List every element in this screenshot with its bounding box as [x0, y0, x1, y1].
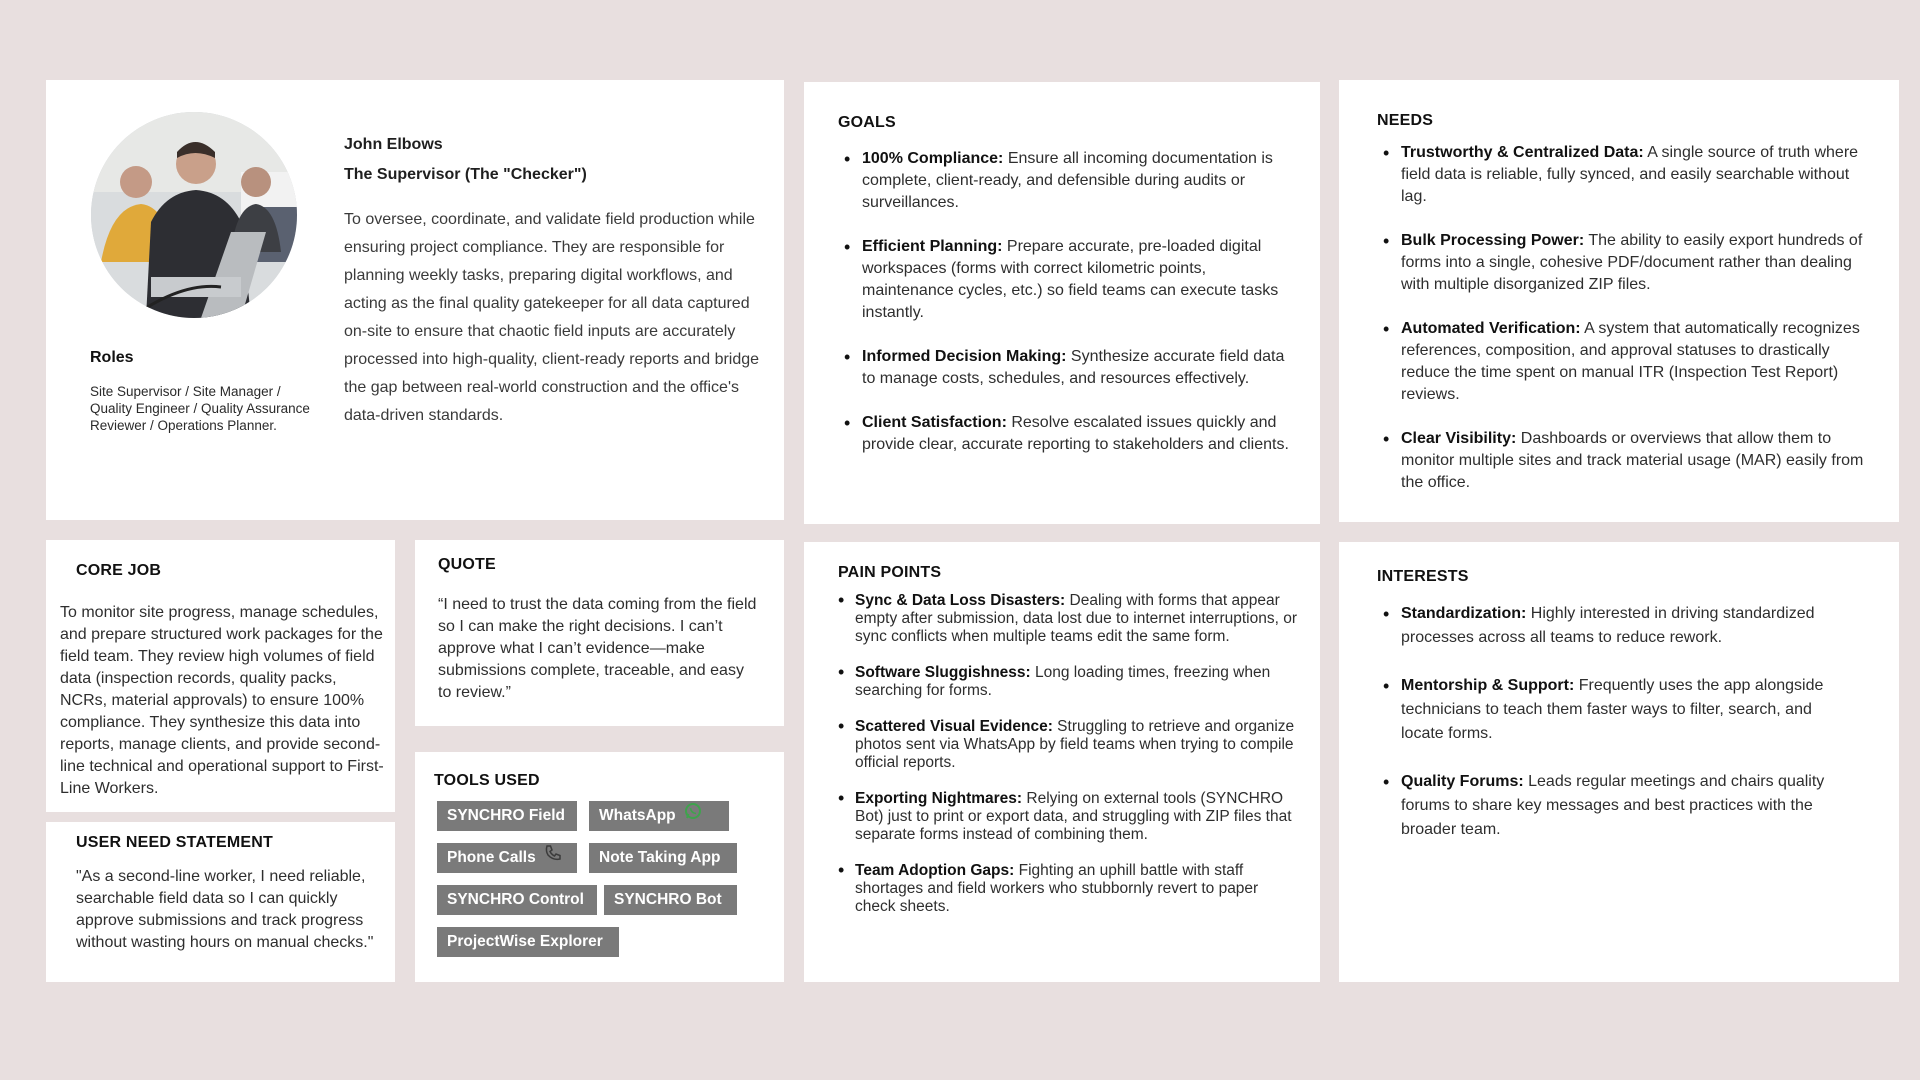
list-item	[838, 790, 1298, 844]
goal-label: Efficient Planning:	[862, 238, 1003, 255]
need-text: A system that automatically recognizes references, composition, and approval statuses to drastically reduce the time spent on manual ITR (Inspection Test Report) reviews.	[1401, 320, 1860, 403]
need-label: Clear Visibility:	[1401, 430, 1517, 447]
list-item	[1377, 770, 1857, 842]
tools-title: TOOLS USED	[434, 772, 540, 789]
list-item	[838, 346, 1293, 390]
goals-card	[804, 82, 1320, 524]
pain-label: Scattered Visual Evidence:	[855, 718, 1053, 735]
list-item	[838, 412, 1293, 456]
quote-text: “I need to trust the data coming from the field so I can make the right decisions. I can’t approve what I can’t evidence—make submissions complete, traceable, and easy to review.”	[438, 596, 757, 701]
goals-title: GOALS	[838, 114, 896, 131]
person-role: The Supervisor (The "Checker")	[344, 166, 587, 183]
user-need-card	[46, 822, 395, 982]
tools-card	[415, 752, 784, 982]
need-label: Bulk Processing Power:	[1401, 232, 1585, 249]
goal-label: Informed Decision Making:	[862, 348, 1067, 365]
goal-text: Ensure all incoming documentation is complete, client-ready, and defensible during audits or surveillances.	[862, 150, 1273, 211]
interests-card	[1339, 542, 1899, 982]
roles-text: Site Supervisor / Site Manager / Quality Engineer / Quality Assurance Reviewer / Operations Planner.	[90, 384, 310, 433]
pain-label: Exporting Nightmares:	[855, 790, 1023, 807]
pain-text: Relying on external tools (SYNCHRO Bot) just to print or export data, and struggling with ZIP files that separate forms instead of combining them.	[855, 790, 1292, 843]
list-item	[838, 592, 1298, 646]
profile-card	[46, 80, 784, 520]
list-item	[1377, 674, 1857, 746]
goal-text: Synthesize accurate field data to manage costs, schedules, and resources effectively.	[862, 348, 1285, 387]
pain-text: Long loading times, freezing when searching for forms.	[855, 664, 1271, 699]
pain-text: Fighting an uphill battle with staff shortages and field workers who stubbornly revert to paper check sheets.	[855, 862, 1259, 915]
list-item	[838, 148, 1293, 214]
whatsapp-icon	[684, 801, 702, 831]
list-item	[1377, 318, 1867, 406]
person-name: John Elbows	[344, 136, 443, 153]
tool-tag-phone-calls: Phone Calls	[437, 843, 577, 873]
list-item	[838, 664, 1298, 700]
roles-title: Roles	[90, 349, 134, 366]
goal-label: Client Satisfaction:	[862, 414, 1007, 431]
goal-label: 100% Compliance:	[862, 150, 1004, 167]
pain-label: Team Adoption Gaps:	[855, 862, 1015, 879]
interest-label: Quality Forums:	[1401, 773, 1524, 790]
avatar-photo	[91, 112, 297, 318]
need-label: Trustworthy & Centralized Data:	[1401, 144, 1644, 161]
avatar	[91, 112, 297, 318]
interests-title: INTERESTS	[1377, 568, 1469, 585]
core-job-card	[46, 540, 395, 812]
core-job-text: To monitor site progress, manage schedules, and prepare structured work packages for the field team. They review high volumes of field data (inspection records, quality packs, NCRs, material approvals) to ensure 100% compliance. They synthesize this data into reports, manage clients, and provide second-line technical and operational support to First-Line Workers.	[60, 604, 384, 797]
interest-text: Frequently uses the app alongside technicians to teach them faster ways to filter, search, and locate forms.	[1401, 677, 1824, 742]
interest-label: Mentorship & Support:	[1401, 677, 1575, 694]
pain-points-list	[838, 592, 1298, 934]
interest-text: Leads regular meetings and chairs quality forums to share key messages and best practices with the broader team.	[1401, 773, 1825, 838]
tool-tag-whatsapp: WhatsApp	[589, 801, 729, 831]
list-item	[838, 236, 1293, 324]
needs-card	[1339, 80, 1899, 522]
list-item	[1377, 602, 1857, 650]
pain-label: Software Sluggishness:	[855, 664, 1031, 681]
phone-icon	[544, 843, 562, 873]
needs-title: NEEDS	[1377, 112, 1434, 129]
need-text: Dashboards or overviews that allow them to monitor multiple sites and track material usage (MAR) easily from the office.	[1401, 430, 1864, 491]
tool-tag-synchro-control: SYNCHRO Control	[437, 885, 597, 915]
list-item	[1377, 142, 1867, 208]
goal-text: Resolve escalated issues quickly and provide clear, accurate reporting to stakeholders and clients.	[862, 414, 1289, 453]
tool-tag-projectwise-explorer: ProjectWise Explorer	[437, 927, 619, 957]
tool-tag-note-taking-app: Note Taking App	[589, 843, 737, 873]
need-label: Automated Verification:	[1401, 320, 1581, 337]
user-need-title: USER NEED STATEMENT	[76, 834, 273, 851]
need-text: A single source of truth where field data is reliable, fully synced, and easily searchable without lag.	[1401, 144, 1859, 205]
pain-points-card	[804, 542, 1320, 982]
person-description: To oversee, coordinate, and validate field production while ensuring project compliance. They are responsible for planning weekly tasks, preparing digital workflows, and acting as the final quality gatekeeper for all data captured on-site to ensure that chaotic field inputs are accurately processed into high-quality, client-ready reports and bridge the gap between real-world construction and the office's data-driven standards.	[344, 211, 760, 424]
pain-text: Dealing with forms that appear empty after submission, data lost due to internet interruptions, or sync conflicts when multiple teams edit the same form.	[855, 592, 1297, 645]
interests-list	[1377, 602, 1857, 866]
pain-label: Sync & Data Loss Disasters:	[855, 592, 1066, 609]
list-item	[838, 862, 1298, 916]
interest-text: Highly interested in driving standardized processes across all teams to reduce rework.	[1401, 605, 1815, 646]
user-need-text: "As a second-line worker, I need reliable, searchable field data so I can quickly approve submissions and track progress without wasting hours on manual checks."	[76, 868, 374, 951]
tool-tag-synchro-bot: SYNCHRO Bot	[604, 885, 737, 915]
interest-label: Standardization:	[1401, 605, 1527, 622]
quote-card	[415, 540, 784, 726]
tool-tag-synchro-field: SYNCHRO Field	[437, 801, 577, 831]
pain-points-title: PAIN POINTS	[838, 564, 942, 581]
needs-list	[1377, 142, 1867, 516]
goal-text: Prepare accurate, pre-loaded digital workspaces (forms with correct kilometric points, maintenance cycles, etc.) so field teams can execute tasks instantly.	[862, 238, 1279, 321]
quote-title: QUOTE	[438, 556, 496, 573]
list-item	[1377, 230, 1867, 296]
list-item	[1377, 428, 1867, 494]
core-job-title: CORE JOB	[76, 562, 162, 579]
need-text: The ability to easily export hundreds of forms into a single, cohesive PDF/document rather than dealing with multiple disorganized ZIP files.	[1401, 232, 1863, 293]
pain-text: Struggling to retrieve and organize photos sent via WhatsApp by field teams when trying to compile official reports.	[855, 718, 1295, 771]
goals-list	[838, 148, 1293, 478]
list-item	[838, 718, 1298, 772]
